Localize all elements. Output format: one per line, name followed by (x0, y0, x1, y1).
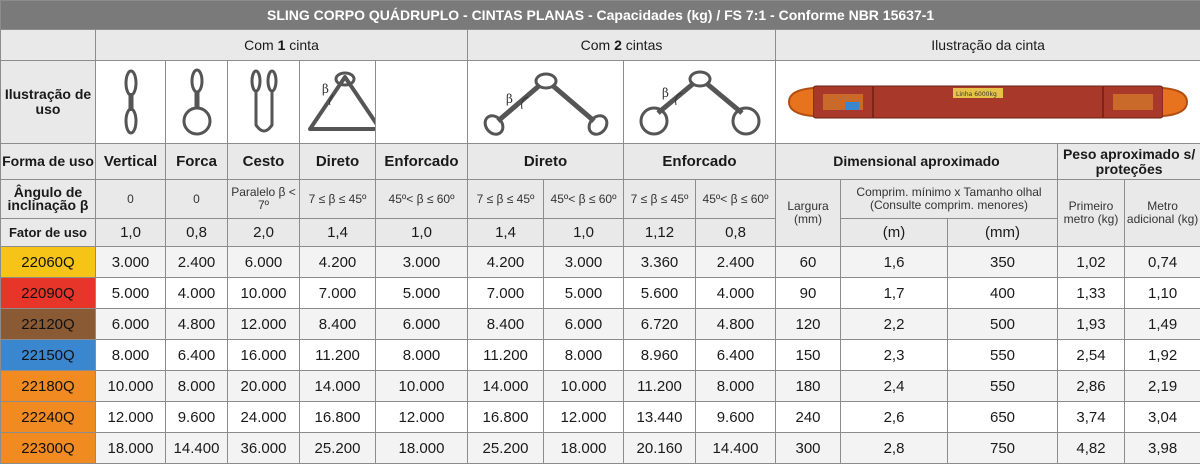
product-code: 22060Q (1, 247, 96, 278)
unit-mm: (mm) (948, 219, 1058, 247)
dimension-cell-largura: 150 (776, 340, 841, 371)
capacity-cell: 6.400 (166, 340, 228, 371)
capacity-cell: 5.000 (376, 278, 468, 309)
dimension-cell-p2: 3,04 (1125, 402, 1200, 433)
dimension-cell-p1: 3,74 (1058, 402, 1125, 433)
flat-strap-icon (783, 72, 1193, 132)
dimension-cell-mm: 400 (948, 278, 1058, 309)
dimension-cell-p1: 1,93 (1058, 309, 1125, 340)
form-enforcado-two: Enforcado (624, 144, 776, 180)
capacity-cell: 25.200 (300, 433, 376, 464)
angle-cell: 7 ≤ β ≤ 45º (624, 180, 696, 219)
dimension-cell-largura: 60 (776, 247, 841, 278)
illustration-direto-two (468, 61, 624, 144)
capacity-cell: 11.200 (468, 340, 544, 371)
dimension-cell-p1: 4,82 (1058, 433, 1125, 464)
dimension-cell-p1: 2,86 (1058, 371, 1125, 402)
capacity-cell: 16.000 (228, 340, 300, 371)
capacity-cell: 4.000 (696, 278, 776, 309)
angle-cell: 0 (96, 180, 166, 219)
capacity-cell: 11.200 (300, 340, 376, 371)
label-ilustracao-uso: Ilustração de uso (1, 61, 96, 144)
capacity-cell: 4.800 (696, 309, 776, 340)
dimension-cell-largura: 90 (776, 278, 841, 309)
capacity-cell: 6.000 (228, 247, 300, 278)
capacity-cell: 2.400 (696, 247, 776, 278)
capacity-cell: 3.000 (376, 247, 468, 278)
unit-m: (m) (841, 219, 948, 247)
dimension-cell-m: 2,3 (841, 340, 948, 371)
illustration-enforcado-two (624, 61, 776, 144)
capacity-cell: 2.400 (166, 247, 228, 278)
dimension-cell-mm: 650 (948, 402, 1058, 433)
two-strap-direct-icon (476, 65, 616, 139)
label-fator-uso: Fator de uso (1, 219, 96, 247)
capacity-cell: 8.400 (300, 309, 376, 340)
illustration-direto (300, 61, 376, 144)
label-forma-uso: Forma de uso (1, 144, 96, 180)
two-strap-choke-icon (630, 65, 770, 139)
form-direto-two: Direto (468, 144, 624, 180)
largura-header: Largura (mm) (776, 180, 841, 247)
dimension-cell-p1: 1,02 (1058, 247, 1125, 278)
capacity-cell: 8.000 (696, 371, 776, 402)
dimension-cell-p2: 1,10 (1125, 278, 1200, 309)
table-row (1, 278, 1200, 309)
dimension-cell-p2: 2,19 (1125, 371, 1200, 402)
dimension-cell-p2: 1,92 (1125, 340, 1200, 371)
capacity-cell: 5.000 (544, 278, 624, 309)
label-angulo: Ângulo de inclinação β (1, 180, 96, 219)
dimension-cell-mm: 350 (948, 247, 1058, 278)
angle-cell: 7 ≤ β ≤ 45º (300, 180, 376, 219)
svg-text:β: β (505, 92, 513, 106)
dimension-cell-m: 2,2 (841, 309, 948, 340)
capacity-cell: 12.000 (228, 309, 300, 340)
capacity-cell: 8.000 (96, 340, 166, 371)
capacity-cell: 8.000 (544, 340, 624, 371)
capacity-cell: 6.000 (96, 309, 166, 340)
capacity-cell: 13.440 (624, 402, 696, 433)
dimension-cell-m: 1,7 (841, 278, 948, 309)
capacity-cell: 12.000 (544, 402, 624, 433)
dimension-cell-m: 2,4 (841, 371, 948, 402)
form-cesto: Cesto (228, 144, 300, 180)
illustration-vertical (96, 61, 166, 144)
group-strap-illustration: Ilustração da cinta (776, 30, 1200, 61)
metro-adicional-header: Metro adicional (kg) (1125, 180, 1200, 247)
capacity-cell: 20.160 (624, 433, 696, 464)
product-code: 22300Q (1, 433, 96, 464)
capacity-cell: 10.000 (544, 371, 624, 402)
capacity-cell: 4.200 (300, 247, 376, 278)
dimension-cell-largura: 300 (776, 433, 841, 464)
capacity-cell: 10.000 (376, 371, 468, 402)
angle-cell: 0 (166, 180, 228, 219)
factor-cell: 1,0 (544, 219, 624, 247)
direct-basket-icon (300, 65, 376, 139)
dimension-cell-p1: 2,54 (1058, 340, 1125, 371)
angle-cell: 45º< β ≤ 60º (544, 180, 624, 219)
product-code: 22120Q (1, 309, 96, 340)
group-one-strap: Com 1 cinta (96, 30, 468, 61)
svg-text:Linha 6000kg: Linha 6000kg (956, 91, 997, 98)
capacity-cell: 14.000 (300, 371, 376, 402)
dimensional-header: Dimensional aproximado (776, 144, 1058, 180)
vertical-sling-icon (111, 65, 151, 139)
capacity-cell: 14.400 (166, 433, 228, 464)
illustration-enforcado-blank (376, 61, 468, 144)
angle-cell: 45º< β ≤ 60º (696, 180, 776, 219)
capacity-cell: 4.000 (166, 278, 228, 309)
capacity-cell: 6.000 (376, 309, 468, 340)
product-code: 22090Q (1, 278, 96, 309)
illustration-cesto (228, 61, 300, 144)
factor-cell: 1,4 (300, 219, 376, 247)
table-row (1, 433, 1200, 464)
dimension-cell-m: 2,6 (841, 402, 948, 433)
capacity-cell: 24.000 (228, 402, 300, 433)
capacity-cell: 10.000 (96, 371, 166, 402)
angle-cell: 7 ≤ β ≤ 45º (468, 180, 544, 219)
capacity-cell: 6.720 (624, 309, 696, 340)
capacity-cell: 5.000 (96, 278, 166, 309)
capacity-cell: 7.000 (468, 278, 544, 309)
capacity-cell: 10.000 (228, 278, 300, 309)
dimension-cell-largura: 240 (776, 402, 841, 433)
dimension-cell-p1: 1,33 (1058, 278, 1125, 309)
comprim-header: Comprim. mínimo x Tamanho olhal (Consulte comprim. menores) (841, 180, 1058, 219)
dimension-cell-mm: 750 (948, 433, 1058, 464)
capacity-cell: 18.000 (544, 433, 624, 464)
factor-cell: 0,8 (696, 219, 776, 247)
capacity-cell: 14.400 (696, 433, 776, 464)
svg-text:β: β (661, 86, 669, 100)
form-vertical: Vertical (96, 144, 166, 180)
dimension-cell-p2: 1,49 (1125, 309, 1200, 340)
capacity-cell: 12.000 (96, 402, 166, 433)
dimension-cell-largura: 180 (776, 371, 841, 402)
dimension-cell-largura: 120 (776, 309, 841, 340)
factor-cell: 1,0 (96, 219, 166, 247)
capacity-cell: 8.000 (166, 371, 228, 402)
form-enforcado: Enforcado (376, 144, 468, 180)
svg-text:β: β (322, 82, 329, 96)
basket-sling-icon (242, 65, 286, 139)
form-forca: Forca (166, 144, 228, 180)
capacity-cell: 8.960 (624, 340, 696, 371)
table-row (1, 340, 1200, 371)
table-row (1, 309, 1200, 340)
table-row (1, 402, 1200, 433)
dimension-cell-mm: 550 (948, 371, 1058, 402)
dimension-cell-m: 2,8 (841, 433, 948, 464)
capacity-cell: 20.000 (228, 371, 300, 402)
capacity-cell: 12.000 (376, 402, 468, 433)
capacity-cell: 4.800 (166, 309, 228, 340)
product-code: 22240Q (1, 402, 96, 433)
product-code: 22150Q (1, 340, 96, 371)
capacity-cell: 3.360 (624, 247, 696, 278)
capacity-cell: 8.400 (468, 309, 544, 340)
capacity-cell: 25.200 (468, 433, 544, 464)
capacity-cell: 18.000 (376, 433, 468, 464)
illustration-forca (166, 61, 228, 144)
data-rows (1, 247, 1200, 464)
choke-sling-icon (175, 65, 219, 139)
capacity-cell: 18.000 (96, 433, 166, 464)
capacity-cell: 14.000 (468, 371, 544, 402)
table-row (1, 247, 1200, 278)
product-code: 22180Q (1, 371, 96, 402)
capacity-cell: 8.000 (376, 340, 468, 371)
capacity-cell: 11.200 (624, 371, 696, 402)
capacity-cell: 5.600 (624, 278, 696, 309)
capacity-cell: 3.000 (96, 247, 166, 278)
angle-cell: 45º< β ≤ 60º (376, 180, 468, 219)
illustration-strap (776, 61, 1200, 144)
factor-cell: 2,0 (228, 219, 300, 247)
table-title: SLING CORPO QUÁDRUPLO - CINTAS PLANAS - Capacidades (kg) / FS 7:1 - Conforme NBR 15637-1 (1, 1, 1200, 30)
capacity-cell: 9.600 (696, 402, 776, 433)
capacity-cell: 3.000 (544, 247, 624, 278)
peso-header: Peso aproximado s/ proteções (1058, 144, 1200, 180)
dimension-cell-p2: 3,98 (1125, 433, 1200, 464)
capacity-cell: 16.800 (300, 402, 376, 433)
primeiro-metro-header: Primeiro metro (kg) (1058, 180, 1125, 247)
factor-cell: 1,4 (468, 219, 544, 247)
dimension-cell-m: 1,6 (841, 247, 948, 278)
factor-cell: 1,0 (376, 219, 468, 247)
table-row (1, 371, 1200, 402)
dimension-cell-mm: 500 (948, 309, 1058, 340)
factor-cell: 0,8 (166, 219, 228, 247)
capacity-cell: 16.800 (468, 402, 544, 433)
capacity-cell: 6.400 (696, 340, 776, 371)
dimension-cell-mm: 550 (948, 340, 1058, 371)
capacity-cell: 36.000 (228, 433, 300, 464)
form-direto: Direto (300, 144, 376, 180)
dimension-cell-p2: 0,74 (1125, 247, 1200, 278)
angle-cell: Paralelo β < 7º (228, 180, 300, 219)
capacity-cell: 7.000 (300, 278, 376, 309)
factor-cell: 1,12 (624, 219, 696, 247)
capacity-cell: 9.600 (166, 402, 228, 433)
group-two-straps: Com 2 cintas (468, 30, 776, 61)
capacity-cell: 6.000 (544, 309, 624, 340)
capacity-cell: 4.200 (468, 247, 544, 278)
